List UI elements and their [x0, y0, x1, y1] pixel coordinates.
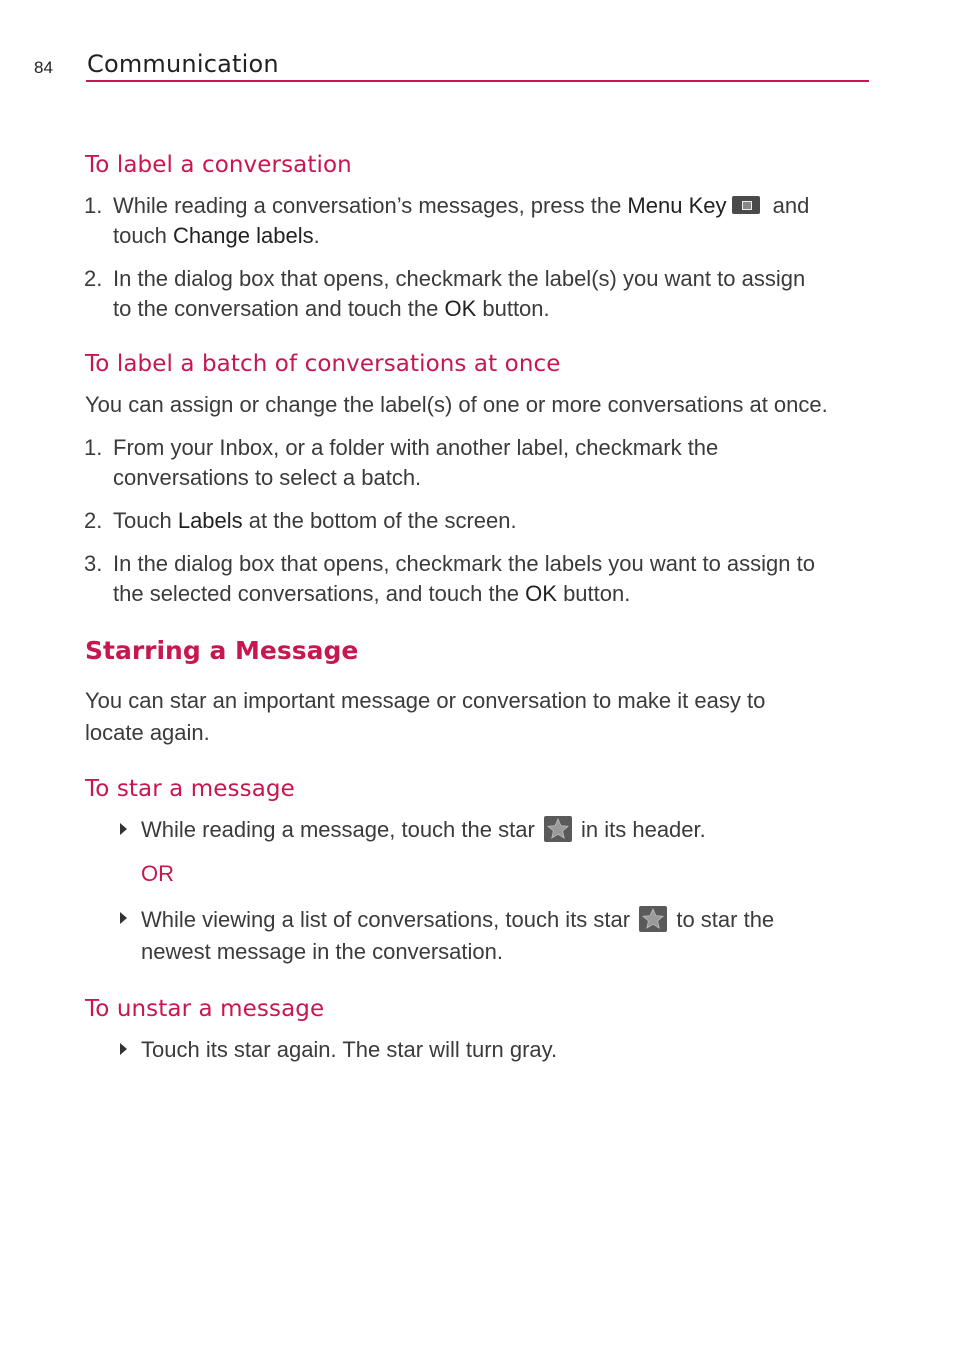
section-title: Communication — [87, 50, 279, 78]
step-text: In the dialog box that opens, checkmark the labels you want to assign to the selected conversations, and touch the OK button. — [113, 551, 815, 606]
subhead-unstar-message: To unstar a message — [85, 996, 325, 1022]
header-rule — [86, 80, 869, 82]
page-number: 84 — [34, 58, 53, 77]
starring-intro: You can star an important message or conversation to make it easy to locate again. — [85, 688, 766, 745]
star-icon — [544, 816, 572, 842]
ok-term: OK — [525, 581, 557, 606]
menu-key-term: Menu Key — [627, 193, 727, 218]
bullet-text: Touch its star again. The star will turn gray. — [141, 1037, 558, 1062]
step-text: Touch Labels at the bottom of the screen. — [113, 508, 517, 533]
menu-key-icon — [732, 196, 760, 214]
step-number: 2. — [84, 266, 103, 291]
step-number: 1. — [84, 435, 103, 460]
labels-term: Labels — [177, 508, 243, 533]
bullet-text: While viewing a list of conversations, touch its star to star the newest message in the conversation. — [141, 907, 775, 964]
star-icon — [639, 906, 667, 932]
step-text: In the dialog box that opens, checkmark the label(s) you want to assign to the conversation and touch the OK button. — [113, 266, 806, 321]
step-number: 1. — [84, 193, 103, 218]
subhead-star-message: To star a message — [85, 776, 295, 802]
step-number: 2. — [84, 508, 103, 533]
bullet-arrow-icon — [120, 823, 127, 835]
bullet-arrow-icon — [120, 912, 127, 924]
batch-intro: You can assign or change the label(s) of one or more conversations at once. — [85, 392, 828, 417]
step-text: From your Inbox, or a folder with another label, checkmark the conversations to select a batch. — [113, 435, 719, 490]
change-labels-term: Change labels — [172, 223, 314, 248]
heading-starring: Starring a Message — [85, 636, 359, 665]
subhead-label-conversation: To label a conversation — [85, 152, 352, 178]
bullet-text: While reading a message, touch the star in its header. — [141, 817, 706, 842]
step-text: While reading a conversation’s messages, press the Menu Key and touch Change labels. — [113, 193, 810, 248]
ok-term: OK — [444, 296, 477, 321]
step-number: 3. — [84, 551, 103, 576]
bullet-arrow-icon — [120, 1043, 127, 1055]
subhead-label-batch: To label a batch of conversations at once — [85, 351, 561, 377]
or-label: OR — [141, 861, 174, 886]
